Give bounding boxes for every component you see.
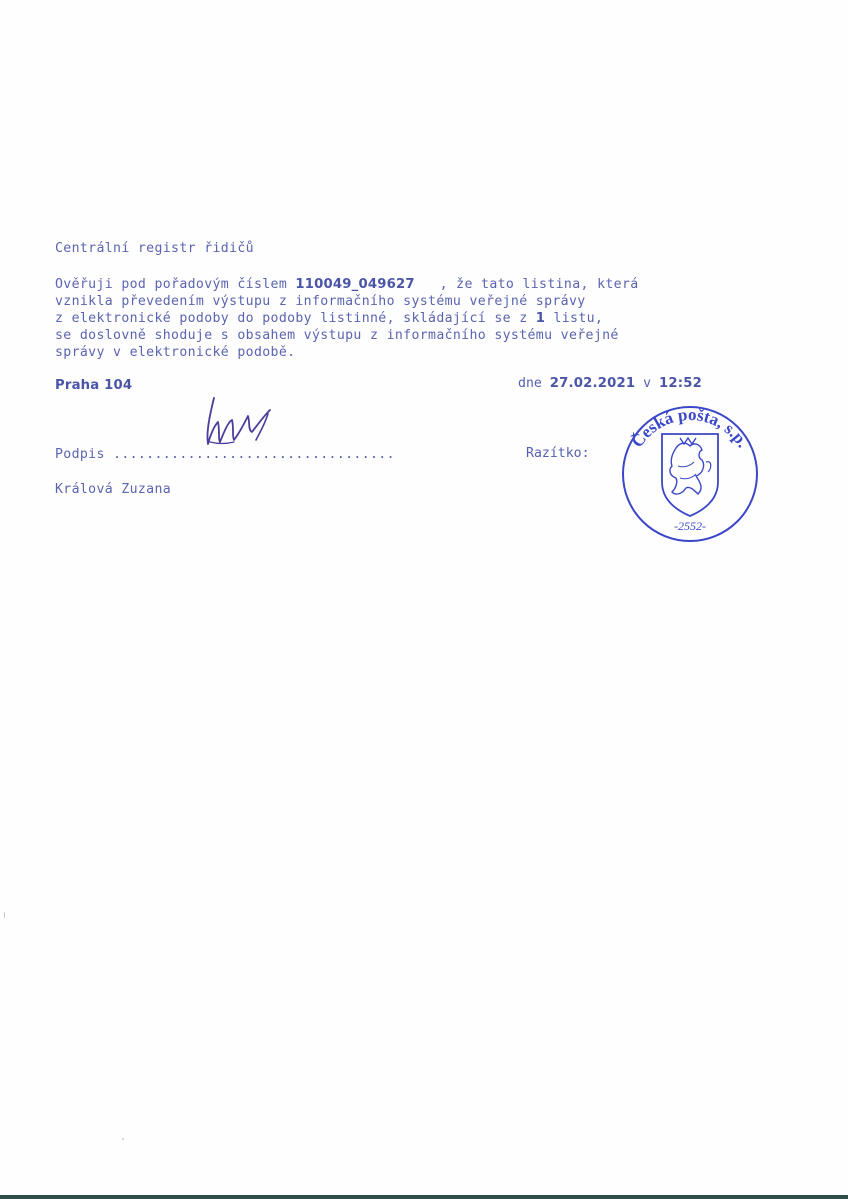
serial-number: 110049_049627 — [295, 277, 415, 292]
verification-line-5: správy v elektronické podobě. — [55, 345, 296, 360]
bottom-edge-rule — [0, 1195, 848, 1199]
stamp-text-bottom: -2552- — [674, 519, 706, 533]
date-value: 27.02.2021 — [549, 376, 636, 391]
verification-line-1 — [55, 277, 639, 293]
stamp-text-top: Česká pošta, s.p. — [627, 404, 753, 451]
sheet-count: 1 — [535, 311, 546, 326]
verification-line-1-prefix: Ověřuji pod pořadovým číslem — [55, 277, 296, 292]
scan-speck — [4, 912, 5, 918]
verification-line-1-suffix: , že tato listina, která — [414, 277, 639, 292]
lion-coat-of-arms-icon — [662, 434, 718, 516]
post-office-stamp — [614, 404, 766, 544]
scan-speck — [122, 1138, 124, 1140]
time-label: v — [635, 376, 660, 391]
office-name: Praha 104 — [55, 378, 133, 393]
stamp-label: Razítko: — [526, 446, 590, 461]
verification-line-3-prefix: z elektronické podoby do podoby listinné, skládající se z — [55, 311, 536, 326]
svg-text:Česká pošta, s.p. — [628, 405, 753, 451]
verification-line-4: se doslovně shoduje s obsahem výstupu z informačního systému veřejné — [55, 328, 619, 343]
time-value: 12:52 — [659, 376, 703, 391]
verification-line-2: vznikla převedením výstupu z informačního systému veřejné správy — [55, 294, 586, 309]
verification-line-3-suffix: listu, — [545, 311, 604, 326]
verification-line-3 — [55, 311, 603, 327]
registry-title: Centrální registr řidičů — [55, 241, 254, 256]
handwritten-signature — [200, 392, 280, 456]
date-label: dne — [518, 376, 550, 391]
date-time — [518, 376, 702, 392]
signature-line: Podpis .................................. — [55, 447, 395, 462]
signer-name: Králová Zuzana — [55, 482, 172, 497]
